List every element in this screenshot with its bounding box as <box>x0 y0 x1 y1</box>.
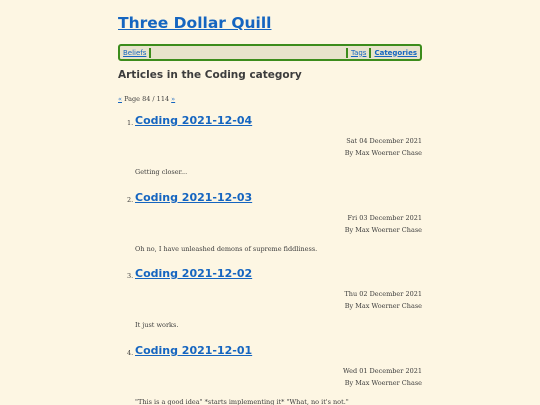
site-title-link[interactable]: Three Dollar Quill <box>118 14 272 32</box>
article-title-link[interactable]: Coding 2021-12-03 <box>135 191 253 204</box>
article-summary: Oh no, I have unleashed demons of supreme fiddliness. <box>135 245 318 253</box>
article-author: By Max Woerner Chase <box>344 302 422 310</box>
category-heading: Articles in the Coding category <box>118 69 302 81</box>
article-number: 4. <box>127 349 134 357</box>
pagination <box>118 95 175 103</box>
article-author: By Max Woerner Chase <box>344 226 422 234</box>
article-summary: It just works. <box>135 321 179 329</box>
nav-spacer <box>151 46 346 59</box>
article-date: Thu 02 December 2021 <box>344 290 422 298</box>
article-title-link[interactable]: Coding 2021-12-02 <box>135 267 253 280</box>
article-summary: "This is a good idea" *starts implementing it* "What, no it's not." <box>135 398 349 405</box>
article-date: Sat 04 December 2021 <box>346 137 422 145</box>
nav-link-categories[interactable]: Categories <box>374 48 417 57</box>
article-number: 3. <box>127 272 134 280</box>
nav-bar <box>118 44 422 61</box>
article-summary: Getting closer... <box>135 168 188 176</box>
article-title-link[interactable]: Coding 2021-12-01 <box>135 344 253 357</box>
nav-link-tags[interactable]: Tags <box>350 48 367 57</box>
page-indicator: Page 84 / 114 <box>124 95 170 103</box>
article-date: Fri 03 December 2021 <box>347 214 422 222</box>
article-author: By Max Woerner Chase <box>344 379 422 387</box>
previous-page-link[interactable]: « <box>118 95 122 103</box>
article-author: By Max Woerner Chase <box>344 149 422 157</box>
article-number: 2. <box>127 196 134 204</box>
article-number: 1. <box>127 119 134 127</box>
article-date: Wed 01 December 2021 <box>343 367 422 375</box>
article-title-link[interactable]: Coding 2021-12-04 <box>135 114 253 127</box>
next-page-link[interactable]: » <box>171 95 176 103</box>
nav-link-beliefs[interactable]: Beliefs <box>123 48 147 57</box>
